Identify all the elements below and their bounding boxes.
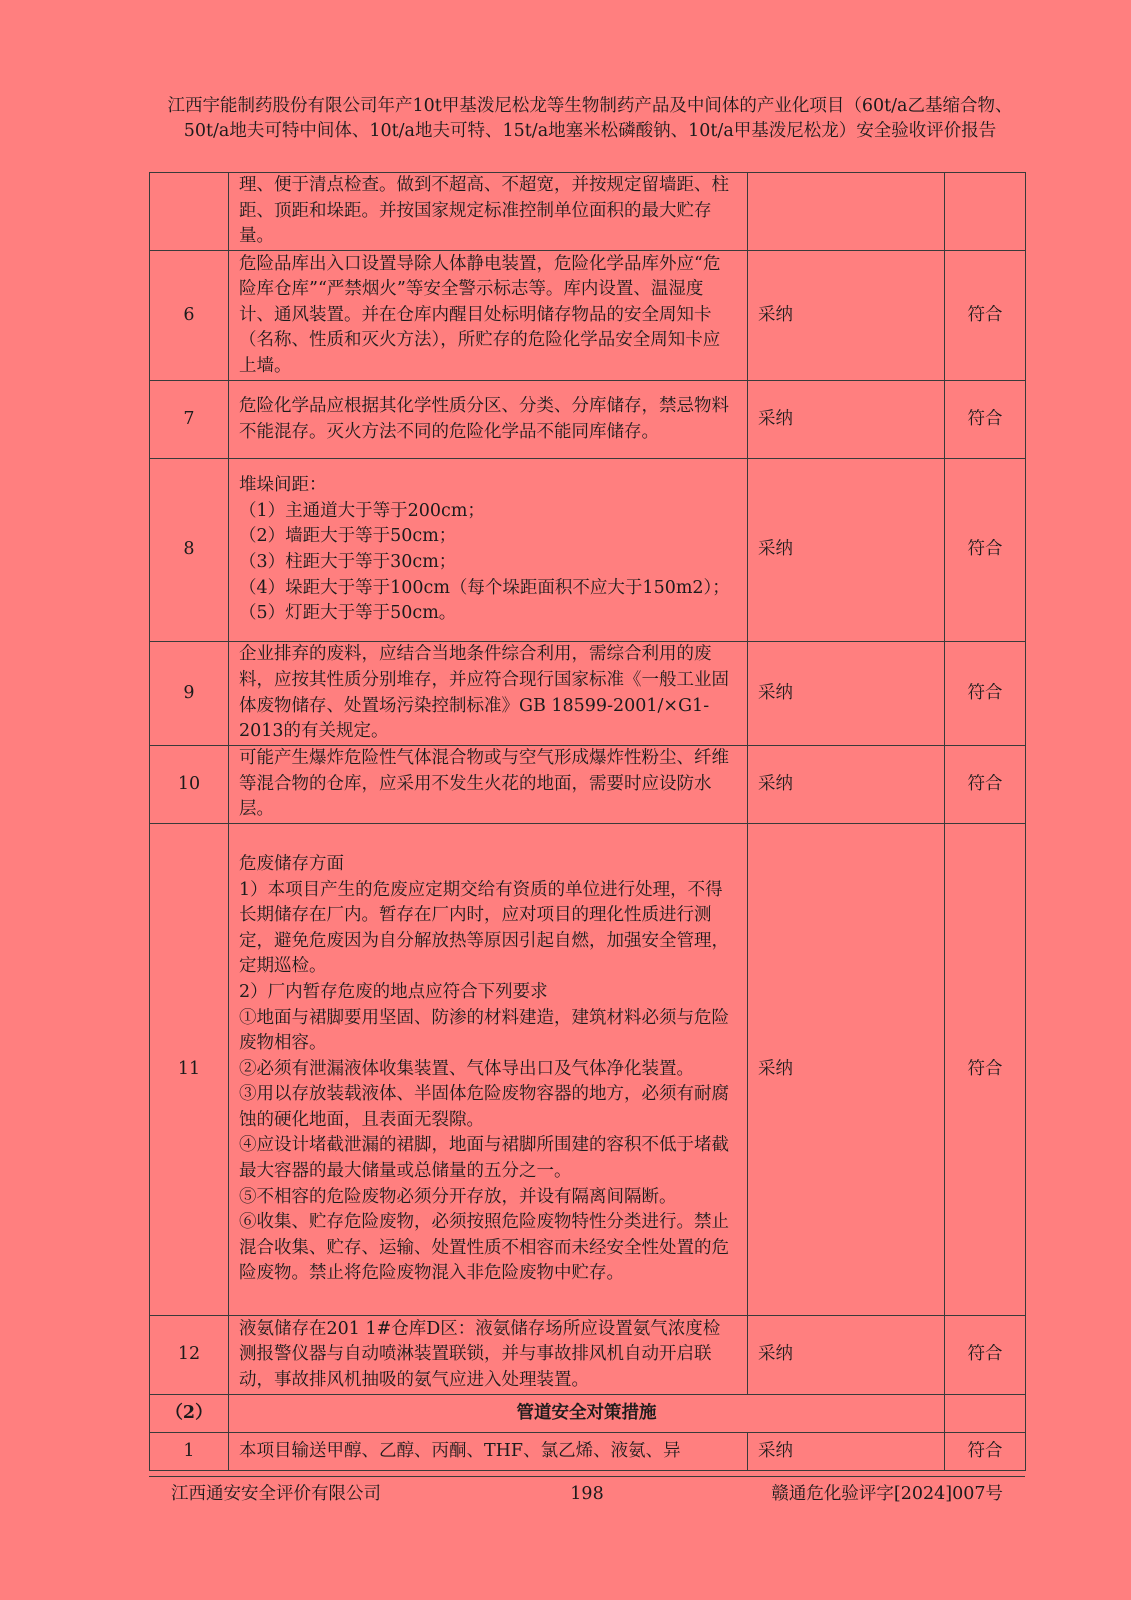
section-number: （2） [150, 1395, 229, 1433]
table-row [150, 746, 1026, 824]
compliance-result: 符合 [945, 459, 1026, 642]
adoption-status: 采纳 [748, 251, 945, 381]
report-title: 江西宇能制药股份有限公司年产10t甲基泼尼松龙等生物制药产品及中间体的产业化项目（60t/a乙基缩合物、50t/a地夫可特中间体、10t/a地夫可特、15t/a地塞米松磷酸钠、10t/a甲基泼尼松龙）安全验收评价报告 [167, 96, 1013, 141]
measure-content: 可能产生爆炸危险性气体混合物或与空气形成爆炸性粉尘、纤维等混合物的仓库，应采用不发生火花的地面，需要时应设防水层。 [229, 746, 748, 824]
compliance-result: 符合 [945, 251, 1026, 381]
measure-content: 危险品库出入口设置导除人体静电装置，危险化学品库外应“危险库仓库”“严禁烟火”等安全警示标志等。库内设置、温湿度计、通风装置。并在仓库内醒目处标明储存物品的安全周知卡（名称、性质和灭火方法），所贮存的危险化学品安全周知卡应上墙。 [229, 251, 748, 381]
footer-company: 江西通安安全评价有限公司 [171, 1484, 381, 1504]
row-number: 9 [150, 642, 229, 746]
compliance-result [945, 173, 1026, 251]
row-number [150, 173, 229, 251]
table-row [150, 642, 1026, 746]
compliance-result: 符合 [945, 642, 1026, 746]
table-row [150, 1316, 1026, 1395]
compliance-result: 符合 [945, 746, 1026, 824]
table-row [150, 381, 1026, 459]
adoption-status: 采纳 [748, 746, 945, 824]
document-number: 赣通危化验评字[2024]007号 [771, 1484, 1003, 1504]
empty-cell [945, 1395, 1026, 1433]
compliance-result: 符合 [945, 381, 1026, 459]
table-row [150, 1433, 1026, 1471]
measure-content: 本项目输送甲醇、乙醇、丙酮、THF、氯乙烯、液氨、异 [229, 1433, 748, 1471]
adoption-status: 采纳 [748, 1316, 945, 1395]
table-row [150, 251, 1026, 381]
measures-table [149, 172, 1026, 1471]
compliance-result: 符合 [945, 1433, 1026, 1471]
row-number: 11 [150, 824, 229, 1316]
row-number: 12 [150, 1316, 229, 1395]
page-footer [149, 1476, 1025, 1504]
measure-content: 危险化学品应根据其化学性质分区、分类、分库储存，禁忌物料不能混存。灭火方法不同的危险化学品不能同库储存。 [229, 381, 748, 459]
page-number: 198 [570, 1484, 604, 1504]
adoption-status [748, 173, 945, 251]
table-row [150, 459, 1026, 642]
row-number: 8 [150, 459, 229, 642]
compliance-result: 符合 [945, 1316, 1026, 1395]
table-row [150, 173, 1026, 251]
row-number: 10 [150, 746, 229, 824]
measure-content: 堆垛间距： （1）主通道大于等于200cm； （2）墙距大于等于50cm； （3）柱距大于等于30cm； （4）垛距大于等于100cm（每个垛距面积不应大于150m2）； （5）灯距大于等于50cm。 [229, 459, 748, 642]
row-number: 1 [150, 1433, 229, 1471]
section-title: 管道安全对策措施 [229, 1395, 945, 1433]
adoption-status: 采纳 [748, 642, 945, 746]
measure-content: 危废储存方面 1）本项目产生的危废应定期交给有资质的单位进行处理，不得长期储存在厂内。暂存在厂内时，应对项目的理化性质进行测定，避免危废因为自分解放热等原因引起自燃，加强安全管理，定期巡检。 2）厂内暂存危废的地点应符合下列要求 ①地面与裙脚要用坚固、防渗的材料建造，建筑材料必须与危险废物相容。 ②必须有泄漏液体收集装置、气体导出口及气体净化装置。 ③用以存放装载液体、半固体危险废物容器的地方，必须有耐腐蚀的硬化地面，且表面无裂隙。 ④应设计堵截泄漏的裙脚，地面与裙脚所围建的容积不低于堵截最大容器的最大储量或总储量的五分之一。 ⑤不相容的危险废物必须分开存放，并设有隔离间隔断。 ⑥收集、贮存危险废物，必须按照危险废物特性分类进行。禁止混合收集、贮存、运输、处置性质不相容而未经安全性处置的危险废物。禁止将危险废物混入非危险废物中贮存。 [229, 824, 748, 1316]
report-header [160, 94, 1020, 144]
section-header-row [150, 1395, 1026, 1433]
adoption-status: 采纳 [748, 1433, 945, 1471]
measure-content: 液氨储存在201 1#仓库D区：液氨储存场所应设置氨气浓度检测报警仪器与自动喷淋装置联锁，并与事故排风机自动开启联动，事故排风机抽吸的氨气应进入处理装置。 [229, 1316, 748, 1395]
measure-content: 企业排弃的废料，应结合当地条件综合利用，需综合利用的废料，应按其性质分别堆存，并应符合现行国家标准《一般工业固体废物储存、处置场污染控制标准》GB 18599-2001/×G1-2013的有关规定。 [229, 642, 748, 746]
row-number: 6 [150, 251, 229, 381]
row-number: 7 [150, 381, 229, 459]
compliance-result: 符合 [945, 824, 1026, 1316]
table-row [150, 824, 1026, 1316]
measure-content: 理、便于清点检查。做到不超高、不超宽，并按规定留墙距、柱距、顶距和垛距。并按国家规定标准控制单位面积的最大贮存量。 [229, 173, 748, 251]
adoption-status: 采纳 [748, 824, 945, 1316]
adoption-status: 采纳 [748, 381, 945, 459]
adoption-status: 采纳 [748, 459, 945, 642]
